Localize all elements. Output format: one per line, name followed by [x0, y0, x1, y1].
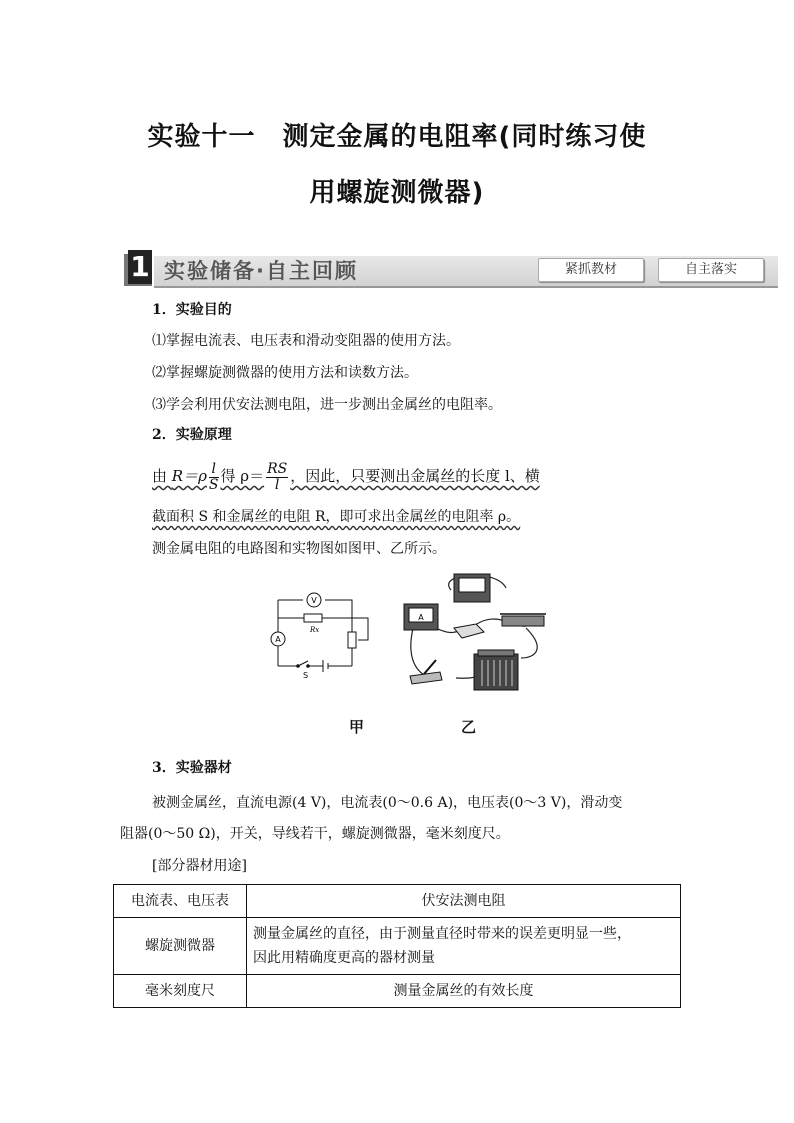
- equipment-table: [113, 884, 681, 1008]
- banner-number: 1: [128, 250, 152, 284]
- page-title-line1: 实验十一 测定金属的电阻率(同时练习使: [147, 122, 647, 152]
- banner-button-self-study[interactable]: 自主落实: [658, 258, 764, 282]
- apparatus-illustration: [396, 568, 556, 692]
- section3-para-line2: 阻器(0～50 Ω)，开关，导线若干，螺旋测微器，毫米刻度尺。: [120, 826, 510, 842]
- table-cell-use: [247, 918, 681, 975]
- principle-formula: [152, 456, 540, 496]
- figure-label-yi: 乙: [461, 718, 477, 736]
- section2-heading: 2．实验原理: [152, 427, 232, 443]
- formula-fraction-l-over-s: [209, 462, 219, 493]
- section1-heading: 1．实验目的: [152, 302, 232, 318]
- fraction1-denominator: S: [208, 476, 219, 493]
- fraction2-denominator: l: [274, 476, 280, 493]
- principle-line2: 截面积 S 和金属丝的电阻 R，即可求出金属丝的电阻率 ρ。: [152, 509, 521, 525]
- fraction2-numerator: RS: [267, 460, 288, 477]
- section1-item-3: ⑶学会利用伏安法测电阻，进一步测出金属丝的电阻率。: [152, 397, 502, 413]
- section1-item-1: ⑴掌握电流表、电压表和滑动变阻器的使用方法。: [152, 333, 460, 349]
- section3-para-line1: 被测金属丝，直流电源(4 V)，电流表(0～0.6 A)，电压表(0～3 V)，滑动变: [152, 795, 623, 811]
- table-cell-name: 毫米刻度尺: [114, 975, 247, 1008]
- table-row: [114, 975, 681, 1008]
- table-cell-use: 测量金属丝的有效长度: [247, 975, 681, 1008]
- voltmeter-label: V: [311, 596, 317, 605]
- rheostat-device: [502, 616, 544, 626]
- figure-label-jia: 甲: [349, 718, 365, 736]
- table-row: [114, 918, 681, 975]
- metal-wire-block: [454, 624, 484, 638]
- table-row: [114, 885, 681, 918]
- switch-label: S: [303, 671, 309, 680]
- circuit-diagram: [268, 582, 378, 682]
- svg-text:A: A: [418, 613, 424, 622]
- banner-title: 实验储备·自主回顾: [164, 259, 358, 283]
- formula-fraction-rs-over-l: [266, 462, 288, 493]
- table-cell-use-line1: 测量金属丝的直径，由于测量直径时带来的误差更明显一些，: [253, 926, 631, 942]
- formula-lhs: R＝ρ: [171, 467, 207, 485]
- battery-device: [474, 654, 518, 690]
- table-cell-name: 螺旋测微器: [114, 918, 247, 975]
- fraction1-numerator: l: [209, 462, 219, 478]
- section3-heading: 3．实验器材: [152, 760, 232, 776]
- section3-subheading: [部分器材用途]: [152, 858, 247, 874]
- switch-device: [410, 672, 442, 684]
- table-cell-use-line2: 因此用精确度更高的器材测量: [253, 950, 435, 966]
- banner-button-textbook[interactable]: 紧抓教材: [538, 258, 644, 282]
- formula-mid: 得 ρ＝: [220, 467, 265, 485]
- resistor-label: Rx: [310, 626, 320, 634]
- page-title-line2: 用螺旋测微器): [309, 178, 485, 208]
- table-cell-name: 电流表、电压表: [114, 885, 247, 918]
- ammeter-label: A: [275, 635, 281, 644]
- section1-item-2: ⑵掌握螺旋测微器的使用方法和读数方法。: [152, 365, 418, 381]
- table-cell-use: 伏安法测电阻: [247, 885, 681, 918]
- principle-line3: 测金属电阻的电路图和实物图如图甲、乙所示。: [152, 541, 446, 557]
- formula-prefix: 由: [152, 467, 172, 485]
- section-banner: [124, 248, 778, 286]
- formula-suffix: ，因此，只要测出金属丝的长度 l、横: [290, 467, 540, 485]
